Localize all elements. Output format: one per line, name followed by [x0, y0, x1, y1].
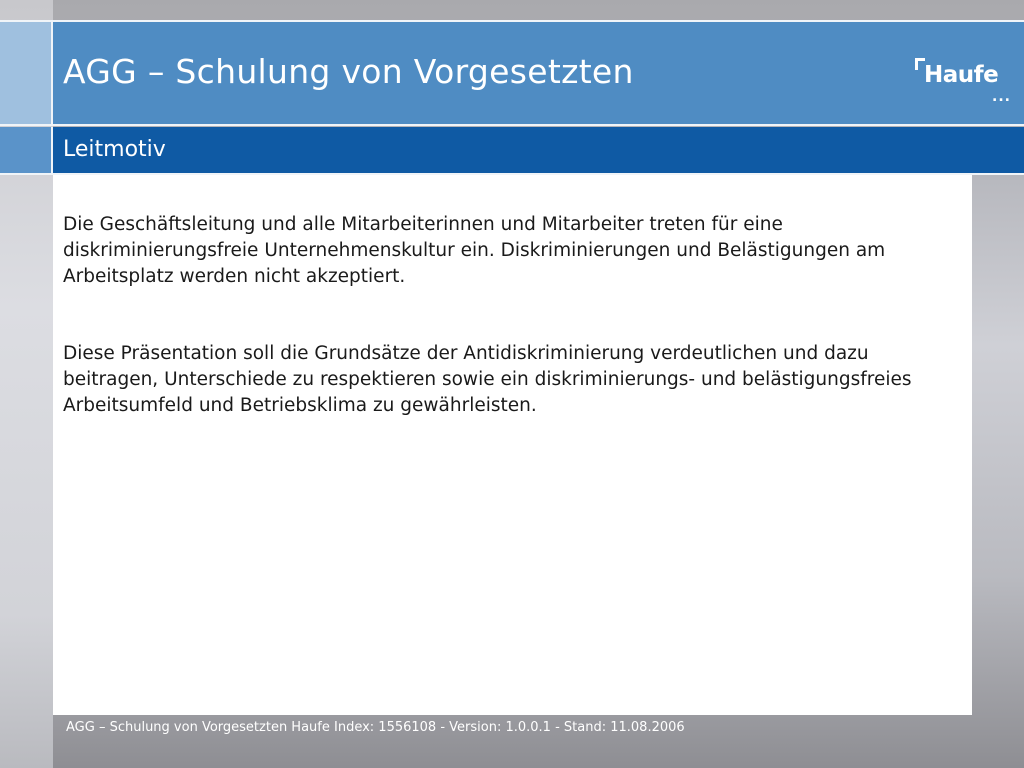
logo-dots: ...: [992, 89, 1011, 105]
haufe-logo: [912, 58, 1012, 105]
subtitle-left-block: [0, 127, 53, 175]
header-left-block: [0, 20, 53, 126]
paragraph-leitmotiv: Die Geschäftsleitung und alle Mitarbeiterinnen und Mitarbeiter treten für eine diskriminierungsfreie Unternehmenskultur ein. Diskriminierungen und Belästigungen am Arbeitsplatz werden nicht akzeptiert.: [63, 214, 886, 287]
slide-subtitle: Leitmotiv: [63, 137, 166, 162]
slide-footer: AGG – Schulung von Vorgesetzten Haufe Index: 1556108 - Version: 1.0.0.1 - Stand: 11.08.2006: [66, 720, 685, 735]
logo-text: Haufe: [924, 62, 999, 88]
slide-title: AGG – Schulung von Vorgesetzten: [63, 52, 634, 91]
content-panel: [53, 175, 972, 715]
paragraph-presentation-goal: Diese Präsentation soll die Grundsätze der Antidiskriminierung verdeutlichen und dazu beitragen, Unterschiede zu respektieren sowie ein diskriminierungs- und belästigungsfreies Arbeitsumfeld und Betriebsklima zu gewährleisten.: [63, 343, 912, 416]
